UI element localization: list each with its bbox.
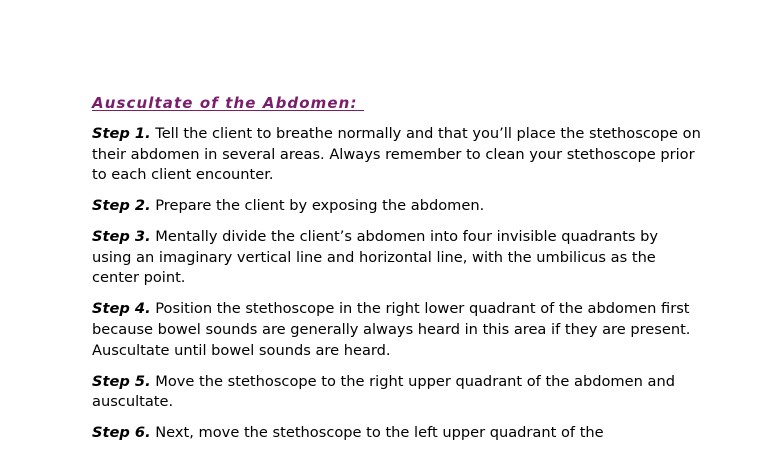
step-label: Step 1. (92, 125, 151, 142)
step-label: Step 5. (92, 372, 151, 390)
step-text: Mentally divide the client’s abdomen into four invisible quadrants by using an imaginary vertical line and horizontal line, with the umbilicus as the center point. (92, 228, 658, 287)
step-text: Prepare the client by exposing the abdomen. (150, 197, 485, 215)
step-label: Step 6. (92, 424, 151, 442)
section-heading: Auscultate of the Abdomen: (92, 94, 364, 112)
step-label: Step 2. (92, 197, 151, 215)
step-paragraph-2 (92, 196, 702, 217)
step-label: Step 4. (92, 300, 151, 318)
step-text: Next, move the stethoscope to the left upper quadrant of the (150, 424, 604, 442)
step-paragraph-3 (92, 227, 702, 289)
step-text: Position the stethoscope in the right lower quadrant of the abdomen first because bowel sounds are generally always heard in this area if they are present. Auscultate until bowel sounds are heard. (92, 300, 691, 359)
step-text: Tell the client to breathe normally and that you’ll place the stethoscope on their abdomen in several areas. Always remember to clean your stethoscope prior to each client encounter. (92, 125, 701, 184)
step-text: Move the stethoscope to the right upper quadrant of the abdomen and auscultate. (92, 372, 675, 411)
document-body (92, 94, 702, 454)
step-paragraph-1 (92, 124, 702, 186)
step-label: Step 3. (92, 228, 151, 246)
step-paragraph-5 (92, 372, 702, 413)
step-paragraph-4 (92, 299, 702, 361)
